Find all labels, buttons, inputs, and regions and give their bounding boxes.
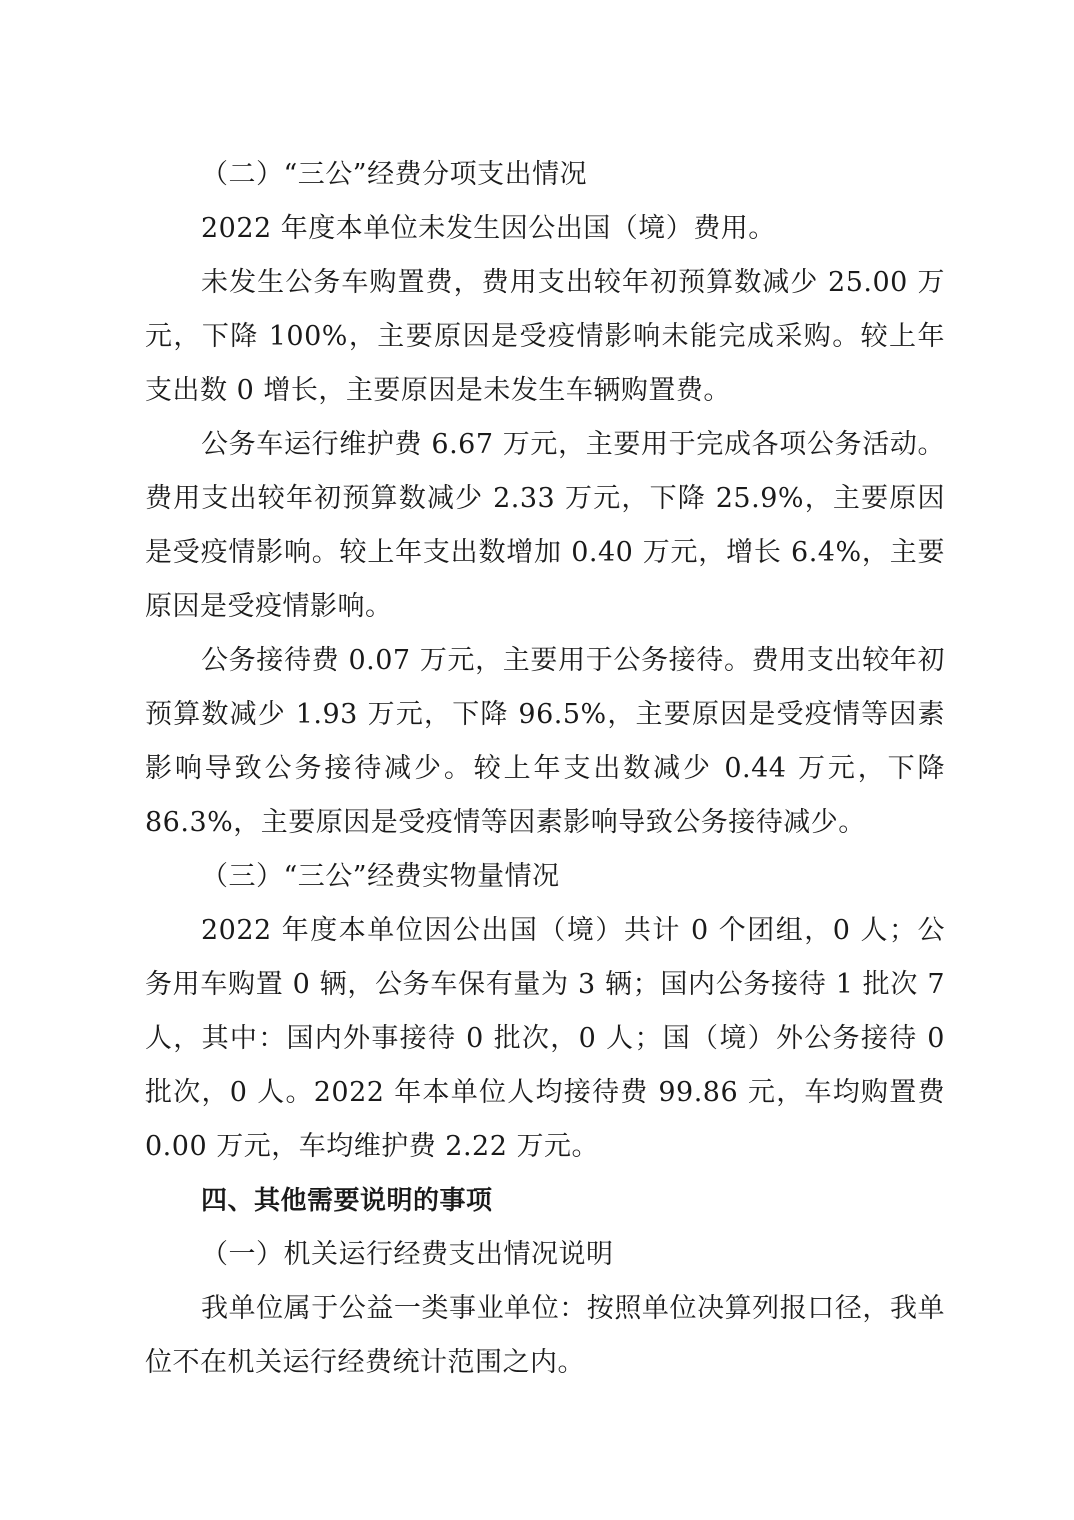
document-page (145, 148, 945, 1390)
paragraph-reception: 公务接待费 0.07 万元，主要用于公务接待。费用支出较年初预算数减少 1.93 万元，下降 96.5%，主要原因是受疫情等因素影响导致公务接待减少。较上年支出数减少 0.44 万元，下降 86.3%，主要原因是受疫情等因素影响导致公务接待减少。 (145, 645, 945, 838)
paragraph-overseas-travel: 2022 年度本单位未发生因公出国（境）费用。 (201, 213, 776, 244)
paragraph-vehicle-maintenance: 公务车运行维护费 6.67 万元，主要用于完成各项公务活动。费用支出较年初预算数减少 2.33 万元，下降 25.9%，主要原因是受疫情影响。较上年支出数增加 0.40 万元，增长 6.4%，主要原因是受疫情影响。 (145, 429, 945, 622)
section-heading-4-1: （一）机关运行经费支出情况说明 (201, 1239, 614, 1270)
paragraph-vehicle-purchase: 未发生公务车购置费，费用支出较年初预算数减少 25.00 万元，下降 100%，主要原因是受疫情影响未能完成采购。较上年支出数 0 增长，主要原因是未发生车辆购置费。 (145, 267, 945, 406)
section-heading-2-2: （二）“三公”经费分项支出情况 (201, 159, 588, 190)
section-heading-2-3: （三）“三公”经费实物量情况 (201, 861, 560, 892)
paragraph-physical-quantity: 2022 年度本单位因公出国（境）共计 0 个团组，0 人；公务用车购置 0 辆，公务车保有量为 3 辆；国内公务接待 1 批次 7 人，其中：国内外事接待 0 批次，0 人；国（境）外公务接待 0 批次，0 人。2022 年本单位人均接待费 99.86 元，车均购置费 0.00 万元，车均维护费 2.22 万元。 (145, 915, 945, 1162)
section-heading-4: 四、其他需要说明的事项 (201, 1186, 493, 1216)
paragraph-operating-expenses: 我单位属于公益一类事业单位：按照单位决算列报口径，我单位不在机关运行经费统计范围之内。 (145, 1293, 945, 1378)
